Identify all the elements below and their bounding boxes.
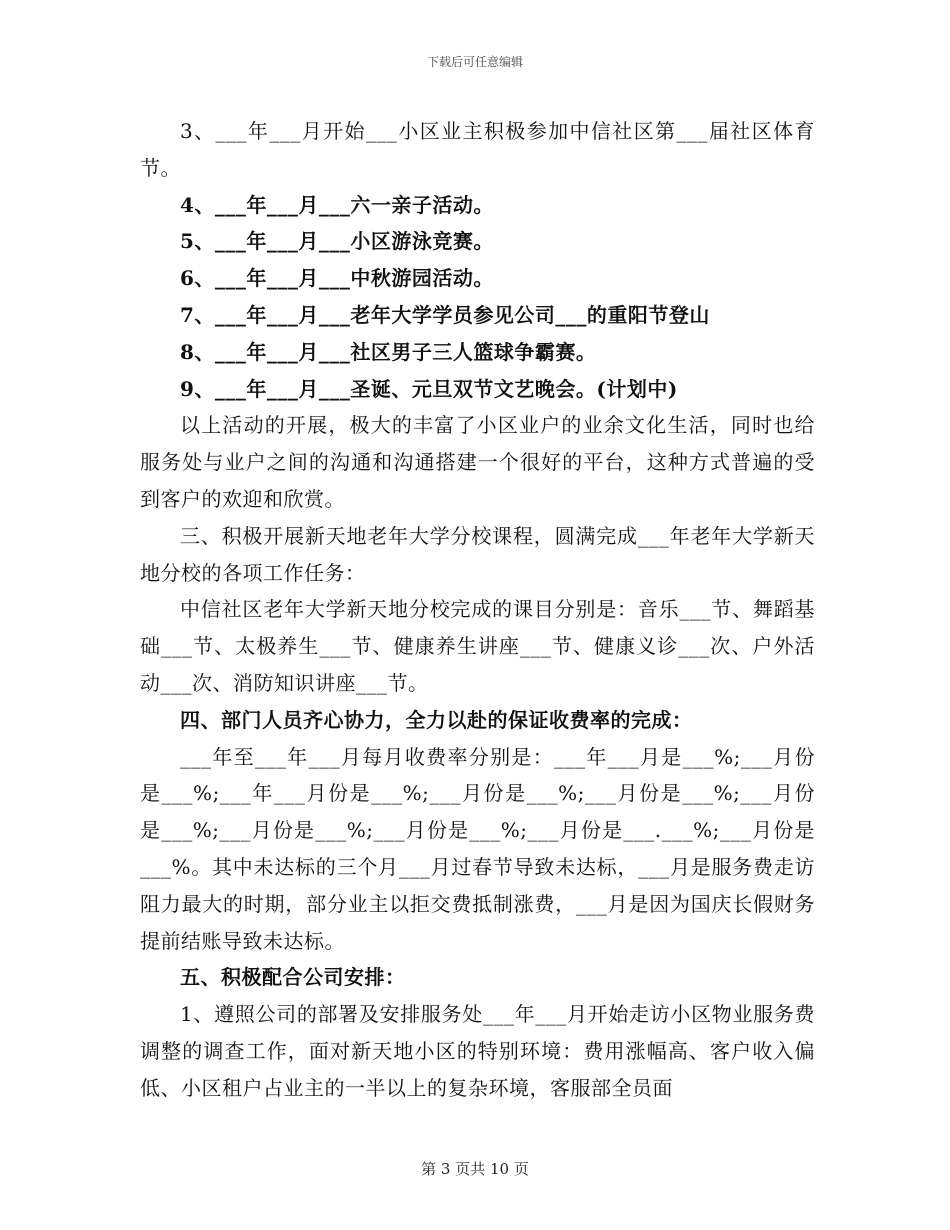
paragraph-courses: 中信社区老年大学新天地分校完成的课目分别是：音乐___节、舞蹈基础___节、太极养生___节、健康养生讲座___节、健康义诊___次、户外活动___次、消防知识讲座___节。 bbox=[140, 597, 815, 695]
paragraph-item-5: 5、___年___月___小区游泳竞赛。 bbox=[180, 229, 494, 254]
section-heading-four: 四、部门人员齐心协力，全力以赴的保证收费率的完成： bbox=[180, 707, 693, 732]
paragraph-item-9: 9、___年___月___圣诞、元旦双节文艺晚会。(计划中) bbox=[180, 376, 678, 401]
paragraph-company-arrangement: 1、遵照公司的部署及安排服务处___年___月开始走访小区物业服务费调整的调查工作，面对新天地小区的特别环境：费用涨幅高、客户收入偏低、小区租户占业主的一半以上的复杂环境，客服部全员面 bbox=[140, 1002, 815, 1100]
page-footer: 第 3 页共 10 页 bbox=[421, 1160, 529, 1178]
page-header: 下载后可任意编辑 bbox=[426, 55, 523, 69]
section-heading-three: 三、积极开展新天地老年大学分校课程，圆满完成___年老年大学新天地分校的各项工作任务： bbox=[140, 523, 815, 585]
paragraph-item-6: 6、___年___月___中秋游园活动。 bbox=[180, 266, 494, 291]
paragraph-activities-summary: 以上活动的开展，极大的丰富了小区业户的业余文化生活，同时也给服务处与业户之间的沟通和沟通搭建一个很好的平台，这种方式普遍的受到客户的欢迎和欣赏。 bbox=[140, 413, 815, 511]
section-heading-five: 五、积极配合公司安排： bbox=[180, 965, 406, 990]
paragraph-item-8: 8、___年___月___社区男子三人篮球争霸赛。 bbox=[180, 339, 597, 364]
paragraph-item-7: 7、___年___月___老年大学学员参见公司___的重阳节登山 bbox=[180, 302, 710, 327]
paragraph-item-3: 3、___年___月开始___小区业主积极参加中信社区第___届社区体育节。 bbox=[140, 119, 815, 180]
paragraph-item-4: 4、___年___月___六一亲子活动。 bbox=[180, 192, 494, 217]
document-body bbox=[140, 113, 815, 1107]
paragraph-collection-rates: ___年至___年___月每月收费率分别是：___年___月是___%;___月份是___%;___年___月份是___%;___月份是___%;___月份是___%;___月份是___%;___月份是___%;___月份是___%;___月份是___.___%;___月份是___%。其中未达标的三个月___月过春节导致未达标，___月是服务费走访阻力最大的时期，部分业主以拒交费抵制涨费，___月是因为国庆长假财务提前结账导致未达标。 bbox=[140, 744, 815, 953]
